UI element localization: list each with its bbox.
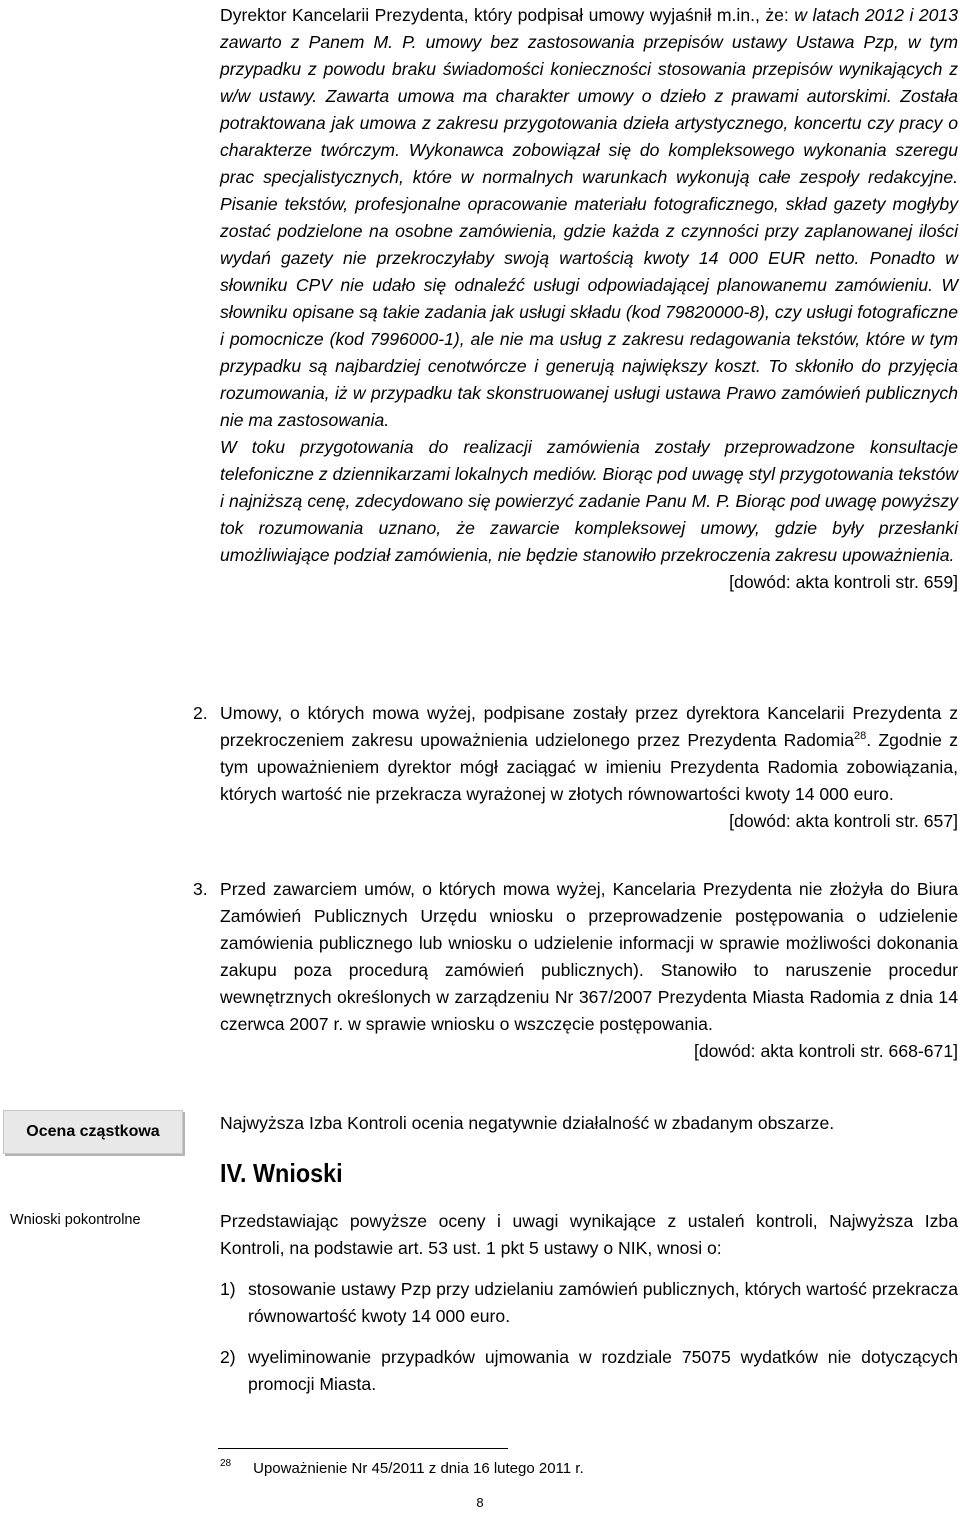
item-number: 3. [193,879,208,899]
list-item [220,1344,958,1398]
item-text-part: Umowy, o których mowa wyżej, podpisane zostały przez dyrektora Kancelarii Prezydenta z przekroczeniem zakresu upoważnienia udzielonego przez Prezydenta Radomia [220,703,958,750]
evidence-reference: [dowód: akta kontroli str. 657] [729,811,958,831]
list-item-number: 1) [220,1279,236,1299]
list-item-text: wyeliminowanie przypadków ujmowania w rozdziale 75075 wydatków nie dotyczących promocji Miasta. [248,1347,958,1394]
explanation-quote: w latach 2012 i 2013 zawarto z Panem M. P. umowy bez zastosowania przepisów ustawy Ustawa Pzp, w tym przypadku z powodu braku świadomości konieczności stosowania przepisów wynikających z w/w ustawy. Zawarta umowa ma charakter umowy o dzieło z prawami autorskimi. Została potraktowana jak umowa z zakresu przygotowania dzieła artystycznego, koncertu czy pracy o charakterze twórczym. Wykonawca zobowiązał się do kompleksowego wykonania szeregu prac specjalistycznych, które w normalnych warunkach wykonują całe zespoły redakcyjne. Pisanie tekstów, profesjonalne opracowanie materiału fotograficznego, skład gazety mogłyby zostać podzielone na osobne zamówienia, gdzie każda z czynności przy zaplanowanej ilości wydań gazety nie przekroczyłaby swoją wartością kwoty 14 000 EUR netto. Ponadto w słowniku CPV nie udało się odnaleźć usługi odpowiadającej planowanemu zamówieniu. W słowniku opisane są takie zadania jak usługi składu (kod 79820000-8), czy usługi fotograficzne i pomocnicze (kod 7996000-1), ale nie ma usług z zakresu redagowania tekstów, które w tym przypadku są najbardziej cenotwórcze i generują największy koszt. To skłoniło do przyjęcia rozumowania, iż w przypadku tak skonstruowanej usługi ustawa Prawo zamówień publicznych nie ma zastosowania. [220,5,958,430]
list-item-text: stosowanie ustawy Pzp przy udzielaniu zamówień publicznych, których wartość przekracza równowartość kwoty 14 000 euro. [248,1279,958,1326]
footnote-text: Upoważnienie Nr 45/2011 z dnia 16 lutego 2011 r. [253,1460,584,1477]
evidence-reference: [dowód: akta kontroli str. 668-671] [693,1041,958,1061]
explanation-block [220,2,958,596]
list-item-number: 2) [220,1347,236,1367]
wnioski-intro-text: Przedstawiając powyższe oceny i uwagi wynikające z ustaleń kontroli, Najwyższa Izba Kontroli, na podstawie art. 53 ust. 1 pkt 5 ustawy o NIK, wnosi o: [220,1211,958,1258]
ocena-czastkowa-box [3,1110,183,1154]
list-item [220,1276,958,1330]
item-text [220,700,958,808]
explanation-intro: Dyrektor Kancelarii Prezydenta, który podpisał umowy wyjaśnił m.in., że: [220,5,795,25]
footnote [220,1460,584,1477]
finding-item-3 [193,876,958,1065]
wnioski-intro-block [220,1208,958,1262]
ocena-text: Najwyższa Izba Kontroli ocenia negatywnie działalność w zbadanym obszarze. [220,1113,835,1133]
footnote-divider [218,1448,508,1449]
item-text-part: . Zgodnie z tym upoważnieniem dyrektor mógł zaciągać w imieniu Prezydenta Radomia zobowiązania, których wartość nie przekracza wyrażonej w złotych równowartości kwoty 14 000 euro. [220,730,958,804]
finding-item-2 [193,700,958,835]
explanation-paragraph [220,2,958,434]
section-heading: IV. Wnioski [220,1158,343,1188]
footnote-number: 28 [220,1458,232,1469]
wnioski-pokontrolne-label: Wnioski pokontrolne [10,1212,141,1228]
ocena-czastkowa-label: Ocena cząstkowa [26,1123,160,1140]
evidence-reference: [dowód: akta kontroli str. 659] [729,572,958,592]
item-number: 2. [193,703,208,723]
ocena-block [220,1110,958,1137]
item-text: Przed zawarciem umów, o których mowa wyżej, Kancelaria Prezydenta nie złożyła do Biura Zamówień Publicznych Urzędu wniosku o przeprowadzenie postępowania o udzielenie zamówienia publicznego lub wniosku o udzielenie informacji w sprawie możliwości dokonania zakupu poza procedurą zamówień publicznych). Stanowiło to naruszenie procedur wewnętrznych określonych w zarządzeniu Nr 367/2007 Prezydenta Miasta Radomia z dnia 14 czerwca 2007 r. w sprawie wniosku o wszczęcie postępowania. [220,879,958,1034]
consultation-paragraph: W toku przygotowania do realizacji zamówienia zostały przeprowadzone konsultacje telefoniczne z dziennikarzami lokalnych mediów. Biorąc pod uwagę styl przygotowania tekstów i najniższą cenę, zdecydowano się powierzyć zadanie Panu M. P. Biorąc pod uwagę powyższy tok rozumowania uznano, że zawarcie kompleksowej umowy, gdzie były przesłanki umożliwiające podział zamówienia, nie będzie stanowiło przekroczenia zakresu upoważnienia. [220,437,958,565]
footnote-ref[interactable]: 28 [854,730,867,743]
page-number: 8 [476,1495,484,1510]
